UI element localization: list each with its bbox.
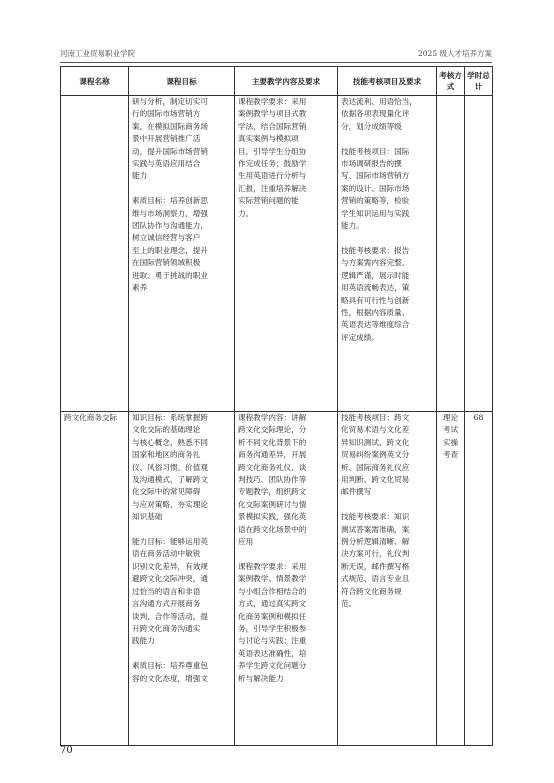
column-header-hours: 学时总计 [465,67,493,96]
objectives-cell: 知识目标：系统掌握跨 文化交际的基础理论 与核心概念，熟悉不同 国家和地区的商务礼 仪、风俗习惯、价值观 及沟通模式，了解跨文 化交际中的常见障碍 与应对策略，夯实理论 知识基础 能力目标：能够运用英 语在商务活动中敏锐 识别文化差异，有效规 避跨文化交际冲突，通 过恰当的语言和非语 言沟通方式开展商务 谈判、合作等活动，提 升跨文化商务沟通实 践能力 素质目标：培养尊重包 容的文化态度，增强文 [129,412,235,746]
column-header-assessment: 技能考核项目及要求 [338,67,437,96]
column-header-method: 考核方式 [437,67,465,96]
column-header-content: 主要教学内容及要求 [235,67,338,96]
column-header-objectives: 课程目标 [129,67,235,96]
page-header [60,48,492,60]
method-cell: 理论 考试 实操 考查 [437,412,465,746]
course-table [60,66,493,746]
course-name-cell [61,96,129,412]
method-cell [437,96,465,412]
table-row [61,412,493,746]
table-header-row [61,67,493,96]
header-divider [60,62,492,63]
column-header-course-name: 课程名称 [61,67,129,96]
header-document-title: 2025 级人才培养方案 [418,49,492,58]
table-row [61,96,493,412]
header-school-name: 河南工业贸易职业学院 [60,49,135,58]
course-name-cell: 跨文化商务交际 [61,412,129,746]
content-cell: 课程教学内容：讲解 跨文化交际理论，分 析不同文化背景下的 商务沟通差异，开展 跨文化商务礼仪、谈 判技巧、团队协作等 专题教学，组织跨文 化交际案例研讨与情 景模拟实践，强化英 语在跨文化场景中的 应用 课程教学要求：采用 案例教学、情景教学 与小组合作相结合的 方式，通过真实跨文 化商务案例和模拟任 务，引导学生积极参 与讨论与实践；注重 英语表达准确性，培 养学生跨文化问题分 析与解决能力 [235,412,338,746]
content-cell: 课程教学要求：采用 案例教学与项目式教 学法，结合国际营销 真实案例与模拟项 目，引导学生分组协 作完成任务；鼓励学 生用英语进行分析与 汇报，注重培养解决 实际营销问题的能 力。 [235,96,338,412]
objectives-cell: 研与分析，制定切实可 行的国际市场营销方 案，在模拟国际商务场 景中开展营销推广活 动，提升国际市场营销 实践与英语应用结合 能力 素质目标：培养创新思 维与市场洞察力，增强 团队协作与沟通能力， 树立诚信经营与客户 至上的职业理念，提升 在国际营销领域积极 进取、勇于挑战的职业 素养 [129,96,235,412]
hours-cell [465,96,493,412]
page-number: 70 [60,745,73,756]
assessment-cell: 技能考核项目：跨文 化贸易术语与文化差 异知识测试、跨文化 贸易纠纷案例英文分 析、国际商务礼仪应 用判断、跨文化贸易 邮件撰写 技能考核要求：知识 测试答案需准确，案 例分析逻辑清晰、解 决方案可行，礼仪判 断无误，邮件撰写格 式规范、语言专业且 符合跨文化商务规 范。 [338,412,437,746]
assessment-cell: 表达流利、用语恰当， 依据各项表现量化评 分，划分成绩等级 技能考核项目：国际 市场调研报告的撰 写、国际市场营销方 案的设计、国际市场 营销的策略等，检验 学生知识运用与实践 能力。 技能考核要求：报告 与方案需内容完整、 逻辑严谨，展示时能 用英语流畅表达，策 略具有可行性与创新 性，根据内容质量、 英语表达等维度综合 评定成绩。 [338,96,437,412]
hours-cell: 68 [465,412,493,746]
